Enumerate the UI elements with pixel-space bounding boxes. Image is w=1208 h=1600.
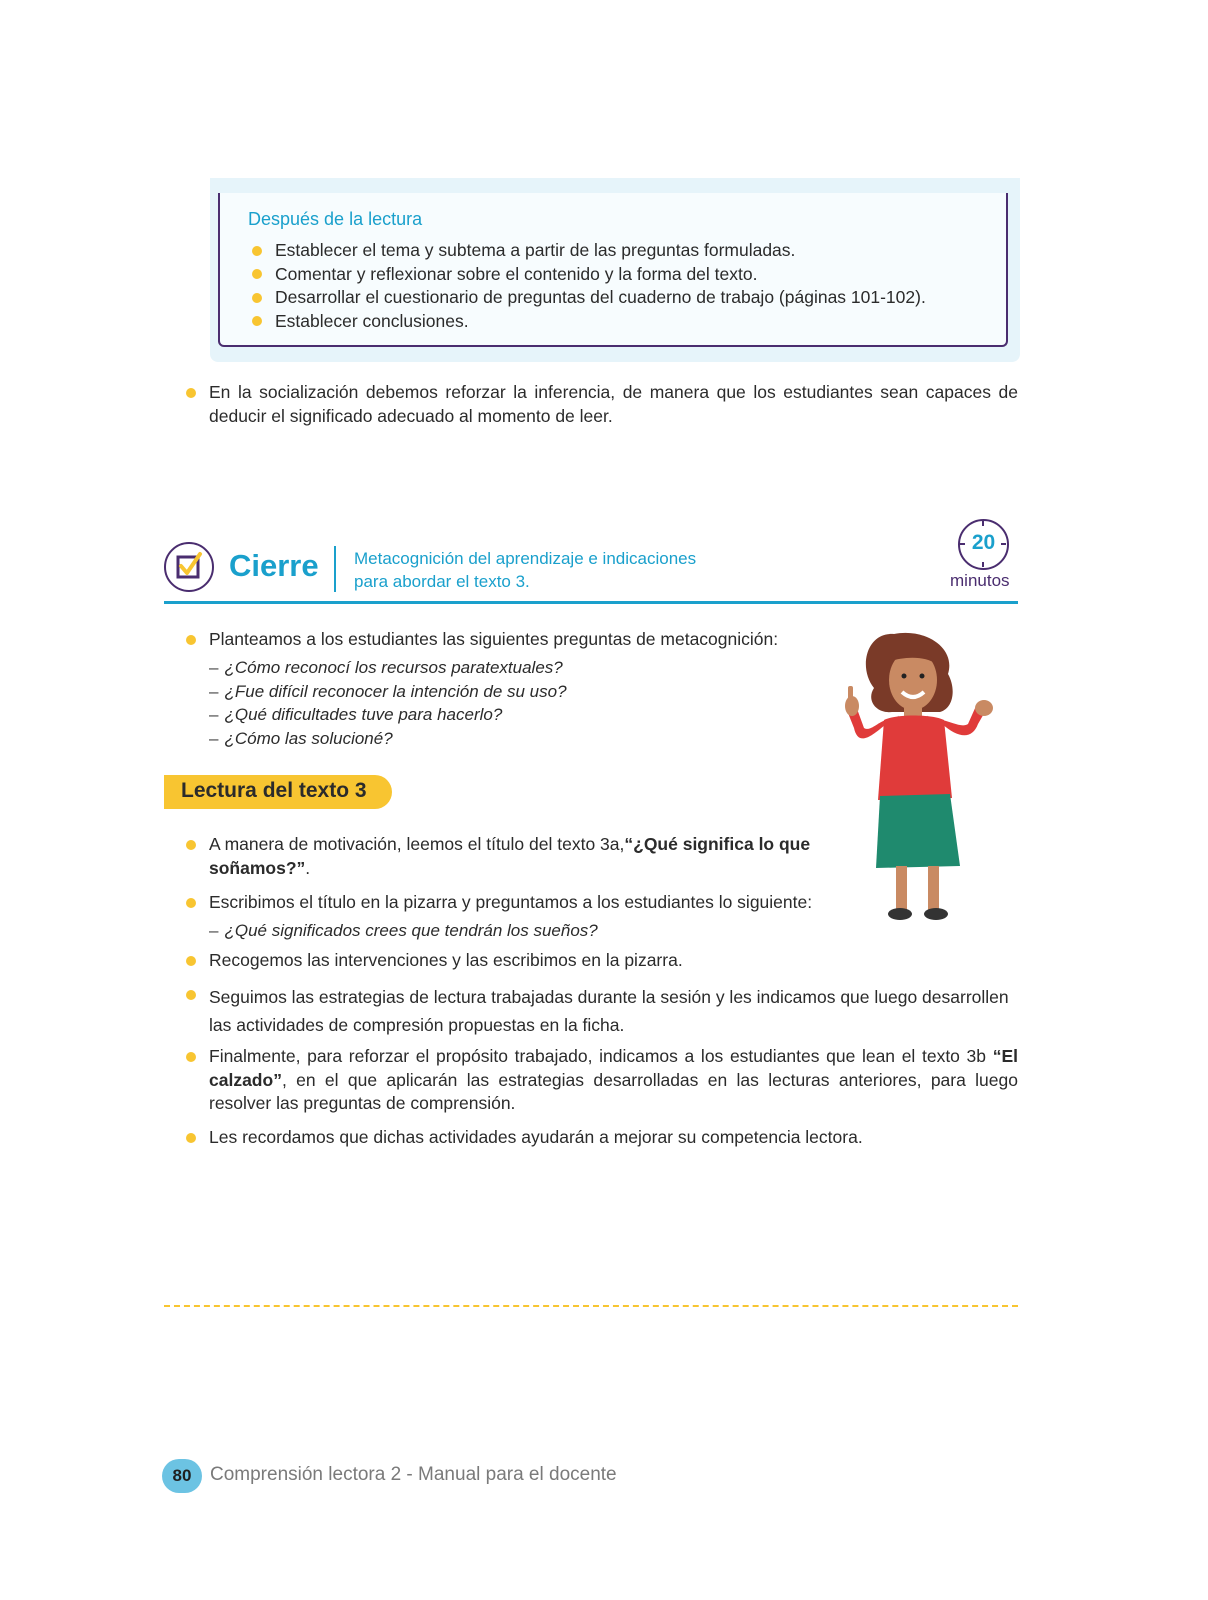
timer-value: 20	[971, 531, 996, 554]
timer-unit: minutos	[950, 571, 1010, 590]
lectura-item-reminder: Les recordamos que dichas actividades ayudarán a mejorar su competencia lectora.	[182, 1126, 1018, 1150]
after-reading-title: Después de la lectura	[248, 209, 423, 229]
teacher-illustration	[836, 628, 1012, 926]
after-reading-item: Establecer el tema y subtema a partir de las preguntas formuladas.	[248, 239, 926, 263]
cierre-title: Cierre	[229, 548, 319, 583]
lectura-texto3-label: Lectura del texto 3	[164, 775, 392, 809]
metacognition-question: – ¿Fue difícil reconocer la intención de su uso?	[209, 682, 567, 701]
socialization-paragraph: En la socialización debemos reforzar la inferencia, de manera que los estudiantes sean capaces de deducir el significado adecuado al momento de leer.	[182, 381, 1018, 428]
section-divider	[164, 601, 1018, 604]
timer-icon	[958, 519, 1009, 570]
after-reading-item: Comentar y reflexionar sobre el contenido y la forma del texto.	[248, 263, 926, 287]
checkbox-icon	[164, 542, 214, 592]
metacognition-question: – ¿Cómo reconocí los recursos paratextuales?	[209, 658, 563, 677]
after-reading-list	[248, 239, 926, 333]
after-reading-box	[218, 193, 1008, 347]
cierre-description-line: Metacognición del aprendizaje e indicaciones	[354, 549, 697, 568]
header-separator	[334, 546, 336, 592]
lectura-item-strategies: Seguimos las estrategias de lectura trabajadas durante la sesión y les indicamos que luego desarrollen las actividades de compresión propuestas en la ficha.	[182, 983, 1018, 1039]
lectura-item-title-board: Escribimos el título en la pizarra y preguntamos a los estudiantes lo siguiente:	[182, 891, 850, 915]
book-title: Comprensión lectora 2 - Manual para el docente	[210, 1464, 617, 1485]
lectura-item-finally: Finalmente, para reforzar el propósito trabajado, indicamos a los estudiantes que lean el texto 3b “El calzado”, en el que aplicarán las estrategias desarrolladas en las lecturas anteriores, para luego resolver las preguntas de comprensión.	[182, 1045, 1018, 1116]
cierre-description	[354, 548, 696, 593]
cierre-description-line: para abordar el texto 3.	[354, 571, 530, 591]
metacognition-question: – ¿Qué dificultades tuve para hacerlo?	[209, 705, 503, 724]
after-reading-item: Desarrollar el cuestionario de preguntas del cuaderno de trabajo (páginas 101-102).	[248, 286, 926, 310]
after-reading-item: Establecer conclusiones.	[248, 310, 926, 334]
metacognition-intro: Planteamos a los estudiantes las siguientes preguntas de metacognición:	[182, 628, 1018, 652]
dashed-divider	[164, 1305, 1018, 1307]
page-number: 80	[162, 1459, 202, 1493]
metacognition-question: – ¿Cómo las solucioné?	[209, 729, 393, 748]
lectura-item-motivation: A manera de motivación, leemos el título del texto 3a,“¿Qué significa lo que soñamos?”.	[182, 833, 850, 880]
lectura-item-interventions: Recogemos las intervenciones y las escribimos en la pizarra.	[182, 949, 1018, 973]
lectura-sub-question: – ¿Qué significados crees que tendrán los sueños?	[209, 921, 598, 940]
